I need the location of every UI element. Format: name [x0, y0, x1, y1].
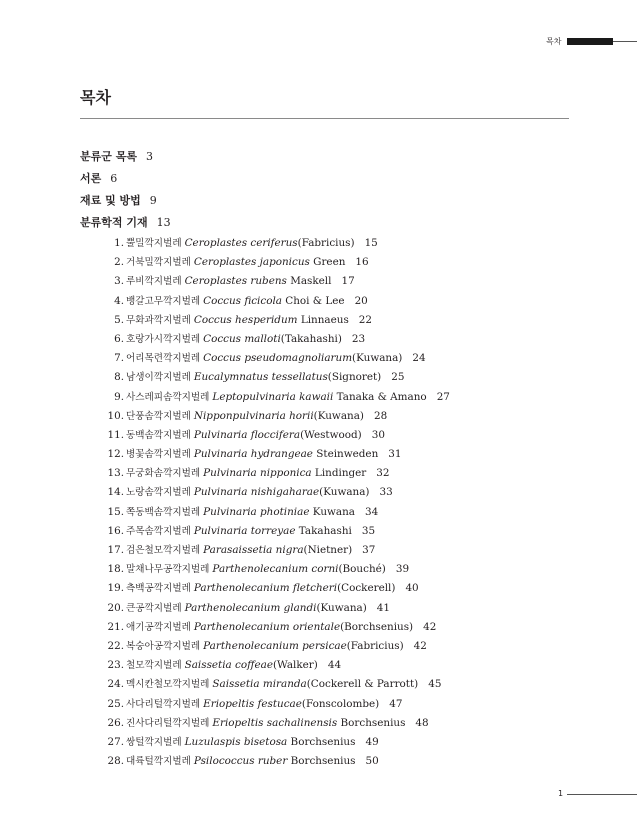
entry-scientific-name: Saissetia miranda: [212, 678, 307, 691]
entry-number: 4.: [114, 294, 124, 307]
entry-scientific-name: Pulvinaria hydrangeae: [193, 448, 313, 461]
entry-page: 30: [371, 428, 385, 441]
entry-page: 15: [364, 237, 378, 249]
entry-page: 48: [415, 716, 429, 729]
entry-page: 39: [395, 563, 410, 576]
section-page: 9: [149, 194, 157, 207]
toc-entry[interactable]: [96, 483, 450, 502]
section-page: 3: [145, 150, 153, 163]
page-title: 목차: [80, 88, 111, 107]
toc-entry[interactable]: [96, 714, 450, 733]
toc-entry[interactable]: [96, 752, 450, 771]
entry-korean-name: 뿔밀깍지벌레: [126, 238, 182, 249]
entry-page: 33: [379, 486, 393, 499]
toc-section[interactable]: [80, 190, 171, 212]
entry-number: 21.: [107, 620, 124, 633]
toc-entry[interactable]: [96, 733, 450, 752]
entry-author: (Fabricius): [346, 639, 404, 652]
entry-scientific-name: Parthenolecanium persicae: [203, 639, 347, 652]
toc-entry[interactable]: [96, 292, 450, 311]
toc-entry[interactable]: [96, 311, 450, 330]
entry-page: 41: [376, 601, 390, 614]
entry-scientific-name: Coccus hesperidum: [193, 313, 298, 326]
footer-line: [567, 794, 637, 795]
entry-page: 20: [354, 294, 368, 307]
toc-entry[interactable]: [96, 445, 450, 464]
entry-scientific-name: Nipponpulvinaria horii: [193, 409, 314, 422]
entry-scientific-name: Ceroplastes japonicus: [193, 256, 310, 269]
entry-author: Green: [309, 256, 346, 269]
entry-korean-name: 루비깍지벌레: [126, 276, 182, 288]
entry-number: 5.: [114, 313, 124, 326]
toc-entry[interactable]: [96, 330, 450, 349]
entry-page: 42: [413, 639, 427, 652]
entry-scientific-name: Parasaissetia nigra: [203, 544, 304, 556]
title-divider: [80, 118, 569, 119]
entry-korean-name: 애기공깍지벌레: [126, 621, 191, 633]
toc-entry[interactable]: [96, 426, 450, 445]
entry-korean-name: 측백공깍지벌레: [126, 583, 191, 595]
entry-author: (Walker): [273, 659, 318, 672]
entry-number: 19.: [107, 582, 124, 595]
entry-page: 27: [436, 390, 450, 403]
entry-scientific-name: Coccus ficicola: [203, 294, 282, 307]
entry-author: (Signoret): [327, 371, 382, 384]
entry-author: (Kuwana): [352, 352, 403, 365]
entry-korean-name: 주목솜깍지벌레: [126, 525, 191, 537]
entry-korean-name: 거북밀깍지벌레: [126, 257, 191, 269]
entry-author: Steinweden: [312, 448, 379, 461]
entry-page: 42: [423, 620, 437, 633]
entry-author: (Cockerell & Parrott): [306, 678, 419, 691]
toc-entry[interactable]: [96, 541, 450, 560]
entry-scientific-name: Ceroplastes ceriferus: [184, 237, 298, 249]
entry-scientific-name: Pulvinaria nishigaharae: [193, 486, 320, 499]
entry-author: (Fabricius): [297, 237, 355, 249]
entry-author: Kuwana: [309, 505, 355, 518]
entry-scientific-name: Pulvinaria floccifera: [193, 428, 301, 441]
entry-korean-name: 병꽃솜깍지벌레: [126, 449, 191, 461]
entry-page: 23: [351, 332, 366, 345]
entry-page: 32: [376, 467, 390, 480]
entry-number: 12.: [107, 448, 124, 461]
entry-number: 26.: [107, 716, 124, 729]
toc-entry[interactable]: [96, 272, 450, 291]
entry-korean-name: 말채나무공깍지벌레: [126, 564, 210, 576]
running-header-label: 목차: [546, 37, 562, 46]
entry-page: 17: [341, 275, 355, 288]
entry-author: Borchsenius: [287, 755, 356, 768]
entry-author: (Kuwana): [313, 409, 364, 422]
toc-section[interactable]: [80, 212, 171, 234]
entry-korean-name: 쌍털깍지벌레: [126, 736, 182, 748]
entry-page: 34: [365, 505, 379, 518]
entry-scientific-name: Eriopeltis festucae: [203, 697, 302, 710]
page-number: 1: [558, 789, 564, 798]
entry-number: 25.: [107, 697, 124, 710]
entry-scientific-name: Saissetia coffeae: [184, 659, 273, 672]
entry-korean-name: 어리목련깍지벌레: [126, 353, 201, 365]
toc-entry[interactable]: [96, 637, 450, 656]
entry-korean-name: 큰공깍지벌레: [126, 602, 182, 614]
entry-korean-name: 단풍솜깍지벌레: [126, 410, 191, 422]
entry-korean-name: 호랑가시깍지벌레: [126, 333, 201, 345]
entry-number: 22.: [107, 639, 124, 652]
entry-author: (Takahashi): [280, 332, 342, 345]
entry-scientific-name: Parthenolecanium orientale: [193, 620, 341, 633]
toc-entry[interactable]: [96, 388, 450, 407]
section-page: 13: [156, 216, 171, 229]
entry-author: (Kuwana): [316, 601, 367, 614]
entry-number: 14.: [107, 486, 124, 499]
entry-author: (Westwood): [300, 428, 362, 441]
entry-number: 13.: [107, 467, 124, 480]
section-page: 6: [110, 172, 118, 185]
entry-number: 6.: [114, 332, 124, 345]
entry-korean-name: 무화과깍지벌레: [126, 314, 191, 326]
entry-number: 24.: [107, 678, 124, 691]
entry-page: 31: [388, 448, 402, 461]
toc-entry[interactable]: [96, 675, 450, 694]
entry-number: 10.: [107, 409, 124, 422]
entry-author: Takahashi: [295, 524, 352, 537]
toc-entry[interactable]: [96, 656, 450, 675]
entry-page: 49: [365, 735, 379, 748]
entry-scientific-name: Ceroplastes rubens: [184, 275, 287, 288]
species-list: [96, 234, 450, 771]
toc-entry[interactable]: [96, 618, 450, 637]
toc-entry[interactable]: [96, 464, 450, 483]
entry-number: 2.: [114, 256, 124, 269]
entry-scientific-name: Leptopulvinaria kawaii: [212, 390, 334, 403]
entry-author: Choi & Lee: [281, 294, 345, 307]
toc-section[interactable]: [80, 168, 171, 190]
entry-author: Borchsenius: [287, 735, 356, 748]
toc-entry[interactable]: [96, 579, 450, 598]
entry-author: (Kuwana): [319, 486, 370, 499]
entry-korean-name: 노랑솜깍지벌레: [126, 487, 191, 499]
entry-scientific-name: Parthenolecanium glandi: [184, 601, 317, 614]
entry-page: 40: [405, 582, 419, 595]
entry-page: 50: [365, 755, 379, 768]
section-list: [80, 146, 171, 234]
section-title: 서론: [80, 172, 102, 185]
toc-entry[interactable]: [96, 234, 450, 253]
toc-entry[interactable]: [96, 349, 450, 368]
entry-korean-name: 무궁화솜깍지벌레: [126, 468, 201, 480]
toc-entry[interactable]: [96, 407, 450, 426]
entry-korean-name: 검은철모깍지벌레: [126, 545, 201, 556]
entry-page: 37: [362, 544, 376, 556]
toc-entry[interactable]: [96, 599, 450, 618]
entry-number: 18.: [107, 563, 124, 576]
section-title: 재료 및 방법: [80, 194, 141, 207]
entry-scientific-name: Parthenolecanium corni: [212, 563, 339, 576]
toc-section[interactable]: [80, 146, 171, 168]
entry-scientific-name: Pulvinaria torreyae: [193, 524, 296, 537]
entry-korean-name: 동백솜깍지벌레: [126, 429, 191, 441]
toc-entry[interactable]: [96, 522, 450, 541]
entry-scientific-name: Parthenolecanium fletcheri: [193, 582, 338, 595]
entry-korean-name: 뱅갈고무깍지벌레: [126, 295, 201, 307]
entry-number: 11.: [107, 428, 124, 441]
entry-author: Maskell: [286, 275, 332, 288]
entry-author: (Borchsenius): [340, 620, 414, 633]
entry-korean-name: 사스레피솜깍지벌레: [126, 391, 210, 403]
entry-number: 8.: [114, 371, 124, 384]
entry-number: 9.: [114, 390, 124, 403]
entry-number: 3.: [114, 275, 124, 288]
entry-page: 35: [361, 524, 376, 537]
section-title: 분류군 목록: [80, 150, 137, 163]
entry-scientific-name: Eriopeltis sachalinensis: [212, 716, 338, 729]
section-title: 분류학적 기재: [80, 216, 148, 229]
entry-author: (Bouché): [338, 563, 386, 576]
entry-korean-name: 대륙털깍지벌레: [126, 756, 191, 768]
entry-scientific-name: Eucalymnatus tessellatus: [193, 371, 328, 384]
entry-scientific-name: Pulvinaria photiniae: [203, 505, 310, 518]
toc-entry[interactable]: [96, 560, 450, 579]
entry-author: Linnaeus: [297, 313, 349, 326]
entry-number: 20.: [107, 601, 124, 614]
entry-author: (Fonscolombe): [301, 697, 380, 710]
entry-author: Borchsenius: [337, 716, 406, 729]
entry-korean-name: 멕시칸철모깍지벌레: [126, 679, 210, 691]
entry-korean-name: 사다리털깍지벌레: [126, 698, 201, 710]
entry-korean-name: 복숭아공깍지벌레: [126, 640, 201, 652]
entry-number: 27.: [107, 735, 124, 748]
entry-korean-name: 쪽동백솜깍지벌레: [126, 506, 201, 518]
header-line: [613, 41, 637, 42]
entry-page: 47: [389, 697, 403, 710]
entry-number: 1.: [114, 237, 124, 249]
entry-korean-name: 진사다리털깍지벌레: [126, 717, 210, 729]
entry-page: 25: [391, 371, 405, 384]
entry-author: (Nietner): [303, 544, 353, 556]
toc-entry[interactable]: [96, 695, 450, 714]
entry-number: 23.: [107, 659, 124, 672]
toc-entry[interactable]: [96, 503, 450, 522]
entry-page: 16: [355, 256, 369, 269]
entry-scientific-name: Luzulaspis bisetosa: [184, 735, 288, 748]
entry-number: 7.: [114, 352, 124, 365]
entry-scientific-name: Pulvinaria nipponica: [203, 467, 312, 480]
entry-number: 15.: [107, 505, 124, 518]
toc-entry[interactable]: [96, 253, 450, 272]
header-bar: [567, 38, 613, 45]
entry-scientific-name: Coccus pseudomagnoliarum: [203, 352, 353, 365]
entry-page: 24: [412, 352, 426, 365]
entry-page: 44: [327, 659, 342, 672]
toc-entry[interactable]: [96, 368, 450, 387]
entry-author: (Cockerell): [337, 582, 396, 595]
entry-author: Tanaka & Amano: [333, 390, 427, 403]
entry-scientific-name: Coccus malloti: [203, 332, 281, 345]
entry-author: Lindinger: [311, 467, 367, 480]
entry-page: 22: [358, 313, 373, 326]
entry-number: 16.: [107, 524, 124, 537]
entry-scientific-name: Psilococcus ruber: [193, 755, 288, 768]
entry-page: 28: [373, 409, 388, 422]
entry-number: 17.: [107, 544, 124, 556]
entry-page: 45: [428, 678, 442, 691]
entry-korean-name: 철모깍지벌레: [126, 660, 182, 672]
entry-number: 28.: [107, 755, 124, 768]
entry-korean-name: 남생이깍지벌레: [126, 372, 191, 384]
